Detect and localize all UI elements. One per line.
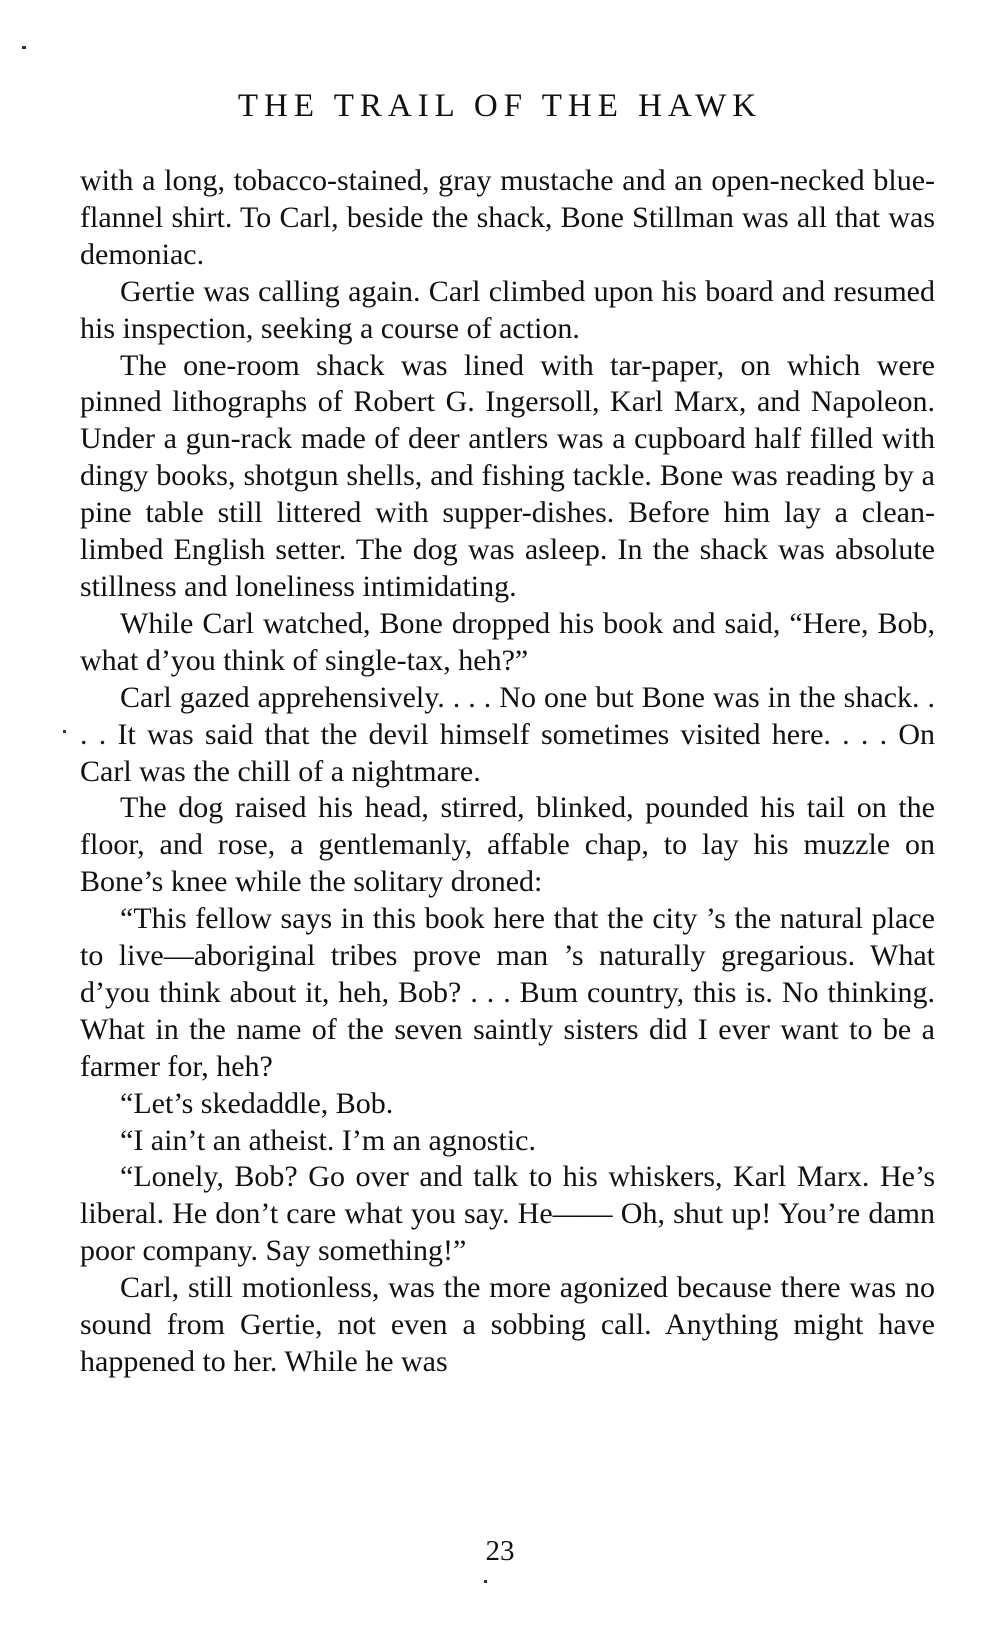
page-number: 23: [485, 1535, 515, 1567]
running-head: THE TRAIL OF THE HAWK: [237, 88, 763, 124]
paragraph: “Let’s skedaddle, Bob.: [120, 1086, 394, 1120]
paragraph: Carl, still motionless, was the more agonized because there was no sound from Gertie, not even a sobbing call. Anything might have happened to her. While he was: [80, 1271, 935, 1378]
paragraph: The one-room shack was lined with tar-paper, on which were pinned lithographs of Robert G. Ingersoll, Karl Marx, and Napoleon. Under a gun-rack made of deer antlers was a cupboard half filled with dingy books, shotgun shells, and fishing tackle. Bone was reading by a pine table still littered with supper-dishes. Before him lay a clean-limbed English setter. The dog was asleep. In the shack was absolute stillness and loneliness intimidating.: [80, 348, 935, 603]
print-speck: [63, 730, 66, 733]
paragraph: While Carl watched, Bone dropped his book and said, “Here, Bob, what d’you think of single-tax, heh?”: [80, 606, 935, 677]
paragraph: The dog raised his head, stirred, blinked, pounded his tail on the floor, and rose, a gentlemanly, affable chap, to lay his muzzle on Bone’s knee while the solitary droned:: [80, 791, 935, 899]
paragraph: “Lonely, Bob? Go over and talk to his whiskers, Karl Marx. He’s liberal. He don’t care what you say. He—— Oh, shut up! You’re damn poor company. Say something!”: [80, 1160, 935, 1268]
paragraph: Carl gazed apprehensively. . . . No one but Bone was in the shack. . . . It was said that the devil himself sometimes visited here. . . . On Carl was the chill of a nightmare.: [80, 680, 935, 788]
paragraph: “I ain’t an atheist. I’m an agnostic.: [120, 1123, 536, 1157]
paragraph: with a long, tobacco-stained, gray mustache and an open-necked blue-flannel shirt. To Carl, beside the shack, Bone Stillman was all that was demoniac.: [80, 164, 935, 271]
print-speck: [22, 46, 26, 49]
body-text: [80, 163, 935, 1381]
paragraph: “This fellow says in this book here that the city ’s the natural place to live—aboriginal tribes prove man ’s naturally gregarious. What d’you think about it, heh, Bob? . . . Bum country, this is. No thinking. What in the name of the seven saintly sisters did I ever want to be a farmer for, heh?: [80, 902, 935, 1083]
print-speck: [484, 1580, 487, 1583]
paragraph: Gertie was calling again. Carl climbed upon his board and resumed his inspection, seeking a course of action.: [80, 274, 935, 345]
